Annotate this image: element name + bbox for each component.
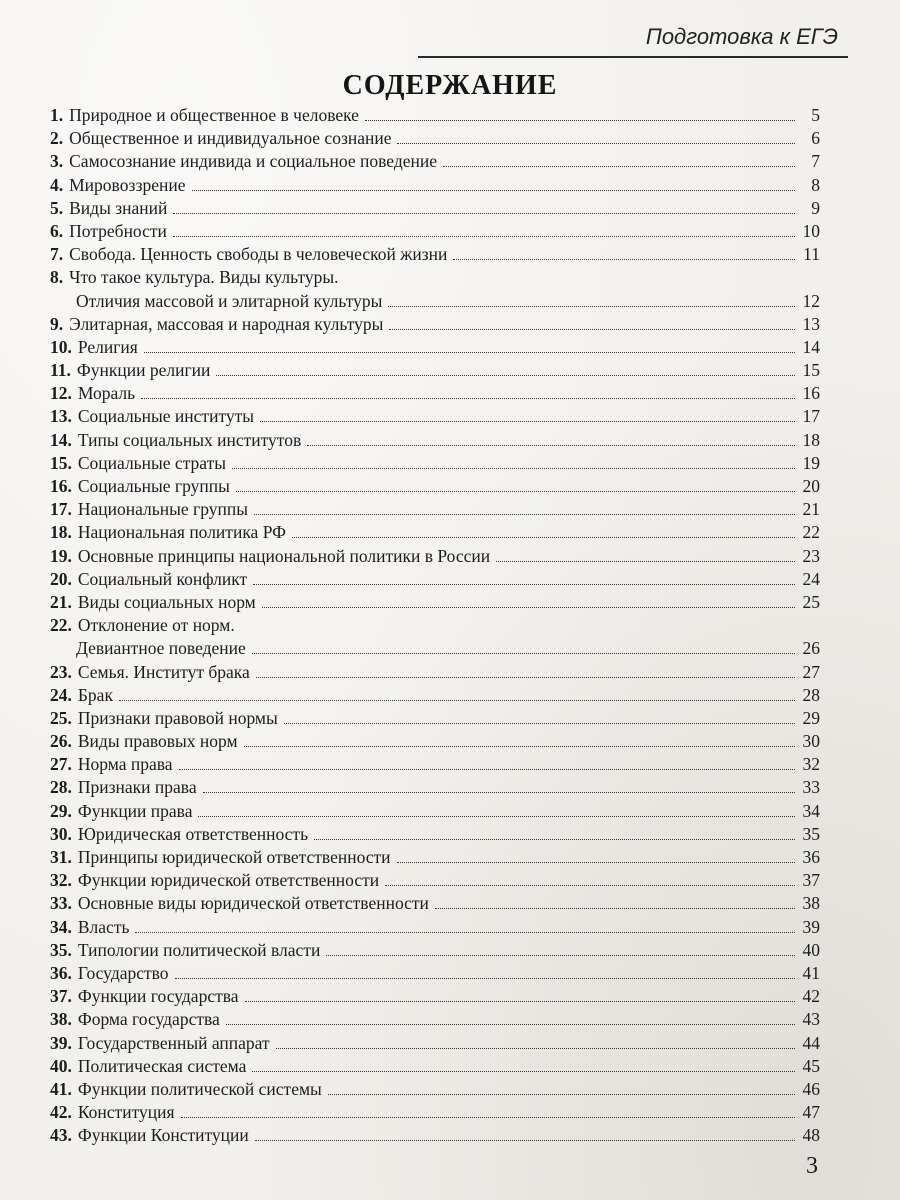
dot-leader [252,1071,795,1072]
toc-entry-number: 14. [50,429,72,450]
toc-entry [50,382,820,405]
toc-entry-title: Социальные группы [77,476,230,497]
toc-entry [50,568,820,591]
toc-entry-number: 43. [50,1125,72,1146]
toc-entry-line [50,916,820,939]
toc-entry-number: 10. [50,336,72,357]
toc-entry [50,266,820,312]
toc-entry-page: 22 [802,522,820,543]
toc-entry [50,1101,820,1124]
toc-entry-number: 2. [50,128,64,149]
toc-entry-page: 42 [802,986,820,1007]
toc-entry-title: Государственный аппарат [77,1032,270,1053]
toc-entry-number: 17. [50,499,72,520]
toc-entry-title-continued: Девиантное поведение [76,638,246,659]
dot-leader [314,839,795,840]
toc-entry-title: Виды социальных норм [77,591,256,612]
toc-entry-page: 21 [802,499,820,520]
toc-entry-number: 41. [50,1078,72,1099]
toc-entry-page: 11 [803,244,820,265]
toc-entry [50,359,820,382]
toc-entry-title: Семья. Институт брака [77,661,250,682]
dot-leader [119,700,795,701]
toc-entry-page: 32 [802,754,820,775]
toc-entry-title: Форма государства [77,1009,220,1030]
toc-entry-number: 6. [50,220,64,241]
toc-entry-number: 3. [50,151,64,172]
dot-leader [397,143,795,144]
toc-entry-line [50,962,820,985]
toc-entry-line [50,730,820,753]
toc-entry [50,243,820,266]
toc-entry-line [50,591,820,614]
toc-entry-page: 26 [802,638,820,659]
toc-entry-page: 36 [802,847,820,868]
toc-entry-title: Национальные группы [77,499,248,520]
toc-entry-line [50,568,820,591]
toc-entry [50,313,820,336]
header-title: Подготовка к ЕГЭ [645,24,838,49]
toc-entry [50,1124,820,1147]
toc-entry-line [50,637,820,660]
dot-leader [385,885,795,886]
toc-entry-title: Социальный конфликт [77,568,248,589]
running-header [418,20,838,58]
dot-leader [244,746,795,747]
toc-entry-line [50,1101,820,1124]
toc-entry-line [50,452,820,475]
toc-entry-page: 37 [802,870,820,891]
toc-entry-number: 22. [50,615,72,636]
toc-entry-title: Признаки правовой нормы [77,707,278,728]
toc-entry-page: 8 [811,174,820,195]
toc-entry [50,405,820,428]
toc-entry [50,916,820,939]
toc-entry-title: Отклонение от норм. [77,615,235,636]
toc-entry-number: 35. [50,939,72,960]
toc-entry [50,614,820,660]
toc-entry-line [50,382,820,405]
dot-leader [179,769,795,770]
toc-entry [50,753,820,776]
toc-entry-title: Власть [77,916,130,937]
dot-leader [496,561,795,562]
toc-entry-title: Функции государства [77,986,239,1007]
toc-entry-page: 15 [802,360,820,381]
dot-leader [236,491,795,492]
toc-entry-page: 5 [811,105,820,125]
toc-entry-line [50,220,820,243]
toc-entry-number: 38. [50,1009,72,1030]
toc-entry [50,150,820,173]
toc-entry-title: Юридическая ответственность [77,823,309,844]
toc-entry-line [50,313,820,336]
toc-entry-line [50,545,820,568]
toc-entry-page: 47 [802,1102,820,1123]
toc-entry [50,174,820,197]
dot-leader [453,259,795,260]
toc-entry-line [50,359,820,382]
dot-leader [443,166,795,167]
toc-entry-number: 37. [50,986,72,1007]
toc-entry-page: 45 [802,1055,820,1076]
toc-entry-page: 29 [802,707,820,728]
dot-leader [260,421,795,422]
toc-entry-title: Самосознание индивида и социальное поведение [69,151,438,172]
toc-entry-number: 32. [50,870,72,891]
toc-entry-page: 28 [802,684,820,705]
toc-entry-page: 46 [802,1078,820,1099]
toc-entry-line [50,266,820,289]
toc-entry-page: 39 [802,916,820,937]
dot-leader [256,677,795,678]
toc-entry-page: 48 [802,1125,820,1146]
toc-entry-title: Виды правовых норм [77,731,238,752]
toc-entry [50,591,820,614]
toc-entry-page: 33 [802,777,820,798]
toc-entry-line [50,800,820,823]
toc-entry-line [50,869,820,892]
toc-entry-page: 18 [802,429,820,450]
toc-entry-number: 11. [50,360,71,381]
toc-entry [50,197,820,220]
toc-entry-title: Мировоззрение [69,174,186,195]
toc-entry-line [50,684,820,707]
dot-leader [253,584,795,585]
page-number: 3 [806,1153,818,1179]
toc-entry-title: Функции религии [76,360,211,381]
toc-entry-page: 35 [802,823,820,844]
toc-entry [50,962,820,985]
toc-entry-line [50,985,820,1008]
toc-entry [50,1055,820,1078]
toc-entry-number: 30. [50,823,72,844]
dot-leader [276,1048,795,1049]
toc-entry-page: 19 [802,452,820,473]
toc-entry-number: 7. [50,244,64,265]
toc-entry-line [50,475,820,498]
toc-entry-number: 20. [50,568,72,589]
toc-entry-title: Мораль [77,383,136,404]
toc-entry-number: 29. [50,800,72,821]
toc-entry [50,452,820,475]
toc-entry-line [50,776,820,799]
dot-leader [198,816,795,817]
toc-entry-number: 13. [50,406,72,427]
toc-entry-title: Общественное и индивидуальное сознание [69,128,392,149]
toc-entry [50,661,820,684]
toc-entry-line [50,707,820,730]
dot-leader [326,955,795,956]
dot-leader [173,213,795,214]
toc-entry-number: 31. [50,847,72,868]
dot-leader [255,1140,795,1141]
dot-leader [181,1117,795,1118]
toc-entry-title: Функции Конституции [77,1125,249,1146]
toc-entry-page: 30 [802,731,820,752]
toc-entry-number: 1. [50,105,64,125]
toc-entry-number: 40. [50,1055,72,1076]
toc-entry-title: Принципы юридической ответственности [77,847,391,868]
dot-leader [245,1001,795,1002]
toc-entry [50,220,820,243]
toc-entry [50,475,820,498]
toc-entry-number: 28. [50,777,72,798]
toc-entry-line [50,1032,820,1055]
toc-entry-number: 5. [50,197,64,218]
toc-entry-title: Природное и общественное в человеке [69,105,359,125]
table-of-contents [50,104,820,1147]
toc-entry-title: Виды знаний [69,197,168,218]
toc-entry-page: 38 [802,893,820,914]
toc-entry-page: 24 [802,568,820,589]
toc-entry-page: 6 [811,128,820,149]
toc-entry-page: 43 [802,1009,820,1030]
toc-entry-title: Национальная политика РФ [77,522,286,543]
toc-entry-title: Что такое культура. Виды культуры. [69,267,339,288]
toc-entry-page: 44 [802,1032,820,1053]
toc-entry [50,823,820,846]
toc-entry-title: Функции права [77,800,193,821]
toc-entry [50,1078,820,1101]
toc-entry-number: 19. [50,545,72,566]
toc-entry-number: 15. [50,452,72,473]
toc-entry-page: 10 [802,220,820,241]
header-rule [418,56,848,58]
toc-entry-line [50,892,820,915]
toc-entry [50,521,820,544]
toc-entry-line [50,846,820,869]
toc-entry [50,985,820,1008]
toc-entry-page: 40 [802,939,820,960]
toc-entry-number: 33. [50,893,72,914]
toc-entry-title: Норма права [77,754,173,775]
toc-entry [50,429,820,452]
toc-entry-number: 21. [50,591,72,612]
dot-leader [175,978,795,979]
dot-leader [397,862,795,863]
toc-entry-number: 23. [50,661,72,682]
toc-entry-line [50,1078,820,1101]
dot-leader [226,1024,795,1025]
toc-entry-line [50,243,820,266]
toc-entry-number: 27. [50,754,72,775]
toc-entry [50,104,820,127]
toc-entry-number: 9. [50,313,64,334]
toc-entry-number: 25. [50,707,72,728]
toc-entry-line [50,336,820,359]
dot-leader [284,723,795,724]
toc-entry-line [50,753,820,776]
toc-entry-title: Брак [77,684,113,705]
toc-entry-number: 18. [50,522,72,543]
dot-leader [216,375,795,376]
dot-leader [192,190,796,191]
toc-entry-line [50,661,820,684]
dot-leader [307,445,795,446]
toc-entry [50,1008,820,1031]
toc-entry-title: Социальные институты [77,406,255,427]
toc-entry-title-continued: Отличия массовой и элитарной культуры [76,290,383,311]
toc-entry-line [50,197,820,220]
toc-entry-page: 23 [802,545,820,566]
toc-entry-line [50,150,820,173]
toc-entry-page: 14 [802,336,820,357]
toc-entry-line [50,1055,820,1078]
toc-entry-page: 17 [802,406,820,427]
dot-leader [328,1094,795,1095]
dot-leader [144,352,795,353]
toc-entry-line [50,290,820,313]
toc-entry [50,800,820,823]
toc-entry-line [50,405,820,428]
toc-entry [50,892,820,915]
toc-entry [50,730,820,753]
toc-entry-title: Функции юридической ответственности [77,870,380,891]
toc-entry-title: Свобода. Ценность свободы в человеческой жизни [69,244,448,265]
dot-leader [203,792,795,793]
toc-entry-line [50,614,820,637]
toc-entry-line [50,127,820,150]
toc-entry-page: 27 [802,661,820,682]
toc-entry-number: 34. [50,916,72,937]
toc-entry-page: 41 [802,962,820,983]
toc-entry-page: 16 [802,383,820,404]
toc-entry-page: 9 [811,197,820,218]
dot-leader [388,306,795,307]
toc-entry [50,545,820,568]
toc-entry-title: Типологии политической власти [77,939,321,960]
dot-leader [365,120,795,121]
toc-entry-title: Элитарная, массовая и народная культуры [69,313,384,334]
dot-leader [292,537,795,538]
toc-entry [50,127,820,150]
toc-entry [50,707,820,730]
dot-leader [232,468,795,469]
toc-entry-line [50,104,820,127]
toc-entry-title: Конституция [77,1102,175,1123]
toc-entry-title: Признаки права [77,777,197,798]
toc-entry-line [50,429,820,452]
toc-entry-title: Основные принципы национальной политики в России [77,545,491,566]
toc-entry-number: 12. [50,383,72,404]
toc-entry [50,498,820,521]
toc-entry [50,869,820,892]
toc-entry-page: 13 [802,313,820,334]
toc-entry-title: Религия [77,336,138,357]
dot-leader [254,514,795,515]
toc-entry-line [50,939,820,962]
toc-entry-number: 26. [50,731,72,752]
toc-entry [50,939,820,962]
toc-entry-title: Социальные страты [77,452,227,473]
toc-entry-line [50,521,820,544]
toc-entry-number: 16. [50,476,72,497]
toc-entry [50,1032,820,1055]
toc-entry-line [50,1008,820,1031]
dot-leader [435,908,795,909]
toc-entry-number: 4. [50,174,64,195]
dot-leader [141,398,795,399]
dot-leader [252,653,795,654]
toc-entry [50,336,820,359]
toc-entry-page: 20 [802,476,820,497]
dot-leader [135,932,795,933]
toc-entry-line [50,823,820,846]
toc-entry [50,846,820,869]
toc-entry-line [50,174,820,197]
dot-leader [262,607,795,608]
toc-entry-title: Политическая система [77,1055,247,1076]
toc-entry-line [50,498,820,521]
toc-entry [50,776,820,799]
toc-entry-line [50,1124,820,1147]
toc-title: СОДЕРЖАНИЕ [342,70,558,101]
toc-entry-page: 34 [802,800,820,821]
toc-entry [50,684,820,707]
toc-entry-title: Функции политической системы [77,1078,322,1099]
toc-entry-title: Основные виды юридической ответственности [77,893,429,914]
toc-entry-number: 39. [50,1032,72,1053]
toc-entry-page: 25 [802,591,820,612]
dot-leader [389,329,795,330]
toc-entry-page: 7 [811,151,820,172]
toc-entry-number: 8. [50,267,64,288]
toc-entry-title: Государство [77,962,169,983]
toc-entry-number: 36. [50,962,72,983]
toc-entry-title: Типы социальных институтов [77,429,302,450]
dot-leader [173,236,795,237]
toc-entry-number: 42. [50,1102,72,1123]
toc-entry-page: 12 [802,290,820,311]
toc-entry-number: 24. [50,684,72,705]
toc-entry-title: Потребности [69,220,167,241]
